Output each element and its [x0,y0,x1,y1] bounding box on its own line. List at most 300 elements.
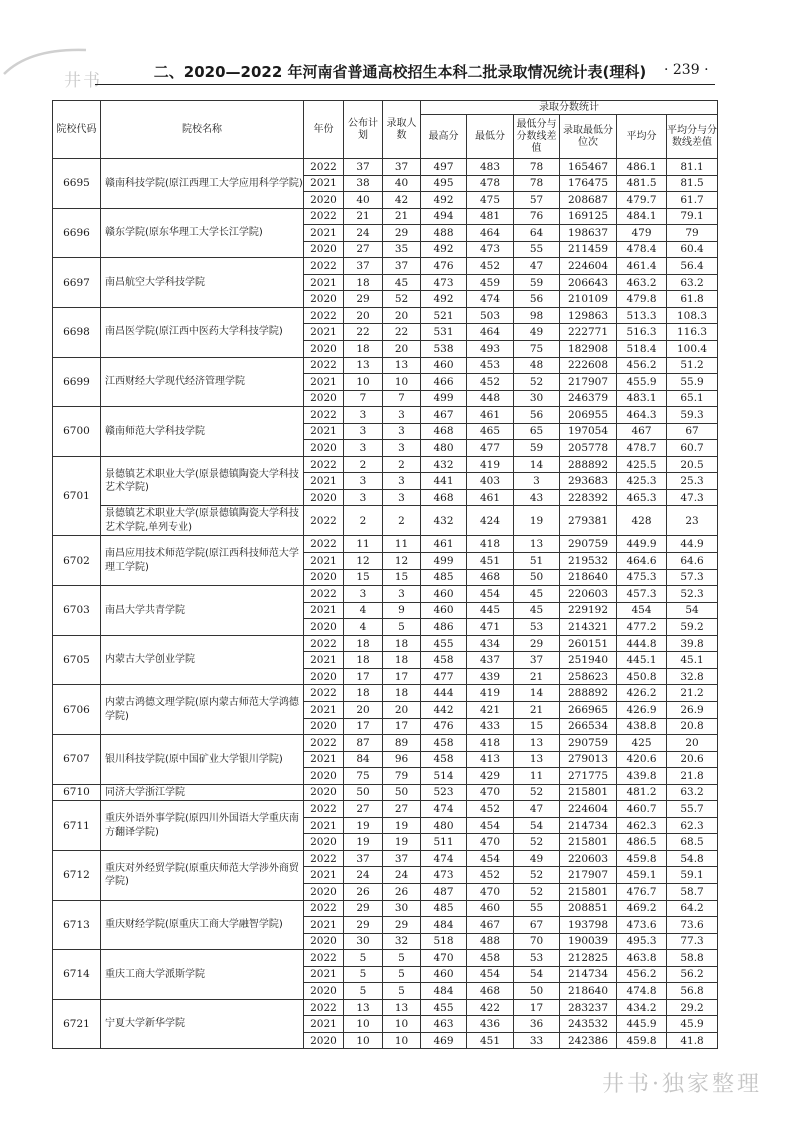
cell-plan: 11 [344,536,383,553]
cell-max: 432 [421,456,467,473]
cell-min-diff: 56 [514,291,560,308]
cell-min-rank: 242386 [560,1032,617,1049]
cell-min-rank: 211459 [560,241,617,258]
table-row [53,536,718,553]
cell-max: 455 [421,635,467,652]
cell-plan: 20 [344,307,383,324]
cell-min-rank: 222771 [560,324,617,341]
cell-min-rank: 217907 [560,867,617,884]
cell-avg-diff: 29.2 [667,999,718,1016]
cell-avg: 450.8 [617,668,667,685]
cell-admitted: 89 [383,735,421,752]
cell-admitted: 79 [383,768,421,785]
cell-min-rank: 228392 [560,489,617,506]
cell-avg: 444.8 [617,635,667,652]
cell-max: 468 [421,423,467,440]
cell-min-diff: 53 [514,950,560,967]
cell-max: 432 [421,506,467,536]
page-title: 二、2020—2022 年河南省普通高校招生本科二批录取情况统计表(理科) [153,63,647,81]
school-name: 重庆对外经贸学院(原重庆师范大学涉外商贸学院) [101,850,304,900]
cell-max: 460 [421,357,467,374]
cell-min-rank: 197054 [560,423,617,440]
cell-year: 2022 [304,735,344,752]
cell-min-rank: 176475 [560,175,617,192]
cell-admitted: 40 [383,175,421,192]
cell-year: 2021 [304,966,344,983]
header-code: 院校代码 [53,101,101,159]
cell-max: 492 [421,241,467,258]
cell-max: 458 [421,735,467,752]
cell-min-diff: 13 [514,735,560,752]
cell-min-diff: 45 [514,586,560,603]
school-code: 6702 [53,536,101,586]
cell-year: 2020 [304,668,344,685]
cell-admitted: 29 [383,225,421,242]
cell-avg-diff: 62.3 [667,817,718,834]
cell-min-rank: 258623 [560,668,617,685]
cell-min: 461 [467,489,514,506]
cell-admitted: 18 [383,652,421,669]
cell-avg: 434.2 [617,999,667,1016]
cell-year: 2020 [304,341,344,358]
cell-min: 470 [467,834,514,851]
cell-min: 452 [467,258,514,275]
cell-min: 474 [467,291,514,308]
cell-min-diff: 52 [514,784,560,801]
cell-admitted: 32 [383,933,421,950]
cell-min-rank: 193798 [560,917,617,934]
cell-min-rank: 215801 [560,784,617,801]
cell-min: 421 [467,701,514,718]
cell-admitted: 21 [383,208,421,225]
cell-year: 2021 [304,867,344,884]
cell-min-diff: 45 [514,602,560,619]
cell-avg-diff: 58.7 [667,883,718,900]
cell-min-diff: 52 [514,867,560,884]
cell-min: 470 [467,883,514,900]
cell-avg-diff: 81.5 [667,175,718,192]
cell-admitted: 29 [383,917,421,934]
cell-min-rank: 266965 [560,701,617,718]
cell-min-diff: 76 [514,208,560,225]
cell-max: 484 [421,983,467,1000]
cell-avg: 438.8 [617,718,667,735]
header-name: 院校名称 [101,101,304,159]
cell-max: 458 [421,652,467,669]
cell-admitted: 3 [383,489,421,506]
cell-avg-diff: 20 [667,735,718,752]
cell-avg: 445.1 [617,652,667,669]
cell-plan: 13 [344,357,383,374]
cell-year: 2021 [304,473,344,490]
cell-plan: 17 [344,668,383,685]
cell-year: 2020 [304,883,344,900]
cell-max: 477 [421,668,467,685]
header-min: 最低分 [467,115,514,159]
school-code: 6711 [53,801,101,851]
cell-max: 518 [421,933,467,950]
cell-max: 458 [421,751,467,768]
cell-plan: 3 [344,586,383,603]
school-name: 赣南师范大学科技学院 [101,407,304,457]
cell-max: 455 [421,999,467,1016]
school-code: 6714 [53,950,101,1000]
cell-year: 2022 [304,850,344,867]
cell-avg-diff: 20.5 [667,456,718,473]
cell-avg: 463.2 [617,274,667,291]
cell-min-rank: 212825 [560,950,617,967]
cell-year: 2020 [304,440,344,457]
cell-max: 488 [421,225,467,242]
cell-min-rank: 214734 [560,817,617,834]
table-row [53,208,718,225]
cell-year: 2021 [304,917,344,934]
cell-avg: 483.1 [617,390,667,407]
cell-plan: 18 [344,274,383,291]
cell-year: 2020 [304,784,344,801]
cell-avg-diff: 41.8 [667,1032,718,1049]
cell-min-diff: 52 [514,883,560,900]
cell-min: 451 [467,1032,514,1049]
cell-plan: 84 [344,751,383,768]
cell-min-diff: 50 [514,983,560,1000]
cell-avg-diff: 39.8 [667,635,718,652]
cell-avg: 477.2 [617,619,667,636]
cell-min-diff: 59 [514,274,560,291]
school-name: 赣东学院(原东华理工大学长江学院) [101,208,304,258]
header-plan: 公布计划 [344,101,383,159]
cell-year: 2020 [304,718,344,735]
school-code: 6700 [53,407,101,457]
cell-avg: 425.3 [617,473,667,490]
cell-min-diff: 52 [514,834,560,851]
cell-avg: 478.4 [617,241,667,258]
cell-admitted: 17 [383,718,421,735]
cell-plan: 27 [344,801,383,818]
cell-admitted: 3 [383,423,421,440]
header-admitted: 录取人数 [383,101,421,159]
footer-watermark: 井书·独家整理 [602,1072,762,1097]
cell-min-rank: 208687 [560,192,617,209]
school-name: 内蒙古大学创业学院 [101,635,304,685]
cell-avg-diff: 65.1 [667,390,718,407]
cell-min: 470 [467,784,514,801]
cell-plan: 3 [344,407,383,424]
cell-avg-diff: 56.4 [667,258,718,275]
cell-avg: 474.8 [617,983,667,1000]
school-code: 6703 [53,586,101,636]
cell-plan: 75 [344,768,383,785]
cell-min-rank: 290759 [560,735,617,752]
table-row [53,635,718,652]
cell-avg: 484.1 [617,208,667,225]
cell-plan: 2 [344,456,383,473]
cell-min-rank: 206643 [560,274,617,291]
cell-avg-diff: 20.6 [667,751,718,768]
cell-min-diff: 53 [514,619,560,636]
cell-admitted: 18 [383,635,421,652]
cell-avg-diff: 59.3 [667,407,718,424]
cell-min-diff: 52 [514,374,560,391]
cell-max: 538 [421,341,467,358]
cell-avg: 439.8 [617,768,667,785]
cell-avg-diff: 26.9 [667,701,718,718]
cell-max: 476 [421,718,467,735]
school-name: 重庆外语外事学院(原四川外国语大学重庆南方翻译学院) [101,801,304,851]
cell-year: 2020 [304,933,344,950]
cell-plan: 5 [344,950,383,967]
cell-max: 531 [421,324,467,341]
cell-min: 454 [467,966,514,983]
cell-avg-diff: 67 [667,423,718,440]
cell-min-diff: 33 [514,1032,560,1049]
cell-admitted: 10 [383,1016,421,1033]
cell-max: 476 [421,258,467,275]
cell-min: 464 [467,225,514,242]
cell-min: 413 [467,751,514,768]
cell-min-rank: 182908 [560,341,617,358]
cell-admitted: 3 [383,440,421,457]
cell-min-diff: 67 [514,917,560,934]
cell-max: 468 [421,489,467,506]
cell-admitted: 20 [383,307,421,324]
cell-avg: 481.2 [617,784,667,801]
cell-min-rank: 217907 [560,374,617,391]
cell-year: 2022 [304,999,344,1016]
school-code: 6710 [53,784,101,801]
cell-min: 448 [467,390,514,407]
table-row [53,900,718,917]
cell-avg-diff: 77.3 [667,933,718,950]
school-name: 景德镇艺术职业大学(原景德镇陶瓷大学科技艺术学院) [101,456,304,506]
cell-avg-diff: 81.1 [667,159,718,176]
cell-avg-diff: 61.8 [667,291,718,308]
cell-year: 2022 [304,900,344,917]
cell-max: 480 [421,440,467,457]
header-year: 年份 [304,101,344,159]
school-name: 景德镇艺术职业大学(原景德镇陶瓷大学科技艺术学院,单列专业) [101,506,304,536]
cell-plan: 18 [344,685,383,702]
cell-avg-diff: 59.2 [667,619,718,636]
cell-avg: 513.3 [617,307,667,324]
cell-admitted: 52 [383,291,421,308]
cell-year: 2022 [304,258,344,275]
cell-min: 493 [467,341,514,358]
cell-min-diff: 17 [514,999,560,1016]
cell-avg: 486.5 [617,834,667,851]
cell-min-diff: 43 [514,489,560,506]
cell-year: 2022 [304,407,344,424]
cell-admitted: 3 [383,473,421,490]
cell-min-diff: 65 [514,423,560,440]
cell-plan: 7 [344,390,383,407]
admission-table [52,100,718,1049]
cell-year: 2021 [304,274,344,291]
cell-admitted: 20 [383,341,421,358]
cell-avg: 495.3 [617,933,667,950]
cell-min: 433 [467,718,514,735]
cell-avg-diff: 55.9 [667,374,718,391]
cell-admitted: 37 [383,258,421,275]
cell-min-diff: 49 [514,850,560,867]
cell-plan: 5 [344,983,383,1000]
school-name: 宁夏大学新华学院 [101,999,304,1049]
cell-min-diff: 98 [514,307,560,324]
cell-min: 454 [467,817,514,834]
cell-avg-diff: 45.9 [667,1016,718,1033]
cell-min-diff: 47 [514,258,560,275]
cell-plan: 4 [344,602,383,619]
cell-avg-diff: 59.1 [667,867,718,884]
page-number: · 239 · [664,62,709,78]
cell-max: 511 [421,834,467,851]
cell-min: 445 [467,602,514,619]
cell-min-rank: 220603 [560,586,617,603]
cell-avg-diff: 63.2 [667,784,718,801]
cell-year: 2020 [304,1032,344,1049]
school-name: 南昌应用技术师范学院(原江西科技师范大学理工学院) [101,536,304,586]
cell-min: 418 [467,536,514,553]
cell-plan: 4 [344,619,383,636]
cell-avg: 459.1 [617,867,667,884]
cell-avg-diff: 52.3 [667,586,718,603]
cell-min-diff: 50 [514,569,560,586]
cell-year: 2020 [304,983,344,1000]
cell-avg: 428 [617,506,667,536]
cell-min-diff: 75 [514,341,560,358]
cell-admitted: 22 [383,324,421,341]
cell-max: 444 [421,685,467,702]
table-body [53,159,718,1049]
table-row [53,357,718,374]
cell-admitted: 10 [383,374,421,391]
cell-max: 499 [421,553,467,570]
cell-admitted: 12 [383,553,421,570]
cell-avg: 459.8 [617,850,667,867]
cell-min-rank: 260151 [560,635,617,652]
header-score-group: 录取分数统计 [421,101,718,115]
cell-avg: 467 [617,423,667,440]
cell-year: 2021 [304,602,344,619]
cell-min: 418 [467,735,514,752]
cell-admitted: 13 [383,357,421,374]
cell-admitted: 26 [383,883,421,900]
school-name: 南昌航空大学科技学院 [101,258,304,308]
table-row [53,999,718,1016]
cell-admitted: 5 [383,966,421,983]
cell-min: 465 [467,423,514,440]
cell-avg-diff: 56.2 [667,966,718,983]
cell-min-rank: 214321 [560,619,617,636]
cell-plan: 37 [344,159,383,176]
cell-avg: 457.3 [617,586,667,603]
cell-avg-diff: 60.7 [667,440,718,457]
cell-year: 2022 [304,307,344,324]
cell-plan: 3 [344,440,383,457]
table-row [53,307,718,324]
cell-avg-diff: 44.9 [667,536,718,553]
cell-avg-diff: 68.5 [667,834,718,851]
cell-plan: 18 [344,341,383,358]
cell-min-diff: 49 [514,324,560,341]
school-name: 重庆工商大学派斯学院 [101,950,304,1000]
cell-plan: 18 [344,635,383,652]
cell-min-diff: 13 [514,751,560,768]
cell-plan: 19 [344,817,383,834]
cell-min-diff: 11 [514,768,560,785]
cell-plan: 12 [344,553,383,570]
cell-avg: 426.2 [617,685,667,702]
cell-min: 475 [467,192,514,209]
cell-max: 492 [421,291,467,308]
cell-max: 442 [421,701,467,718]
cell-min: 419 [467,456,514,473]
cell-year: 2020 [304,241,344,258]
cell-max: 470 [421,950,467,967]
cell-max: 460 [421,966,467,983]
cell-admitted: 9 [383,602,421,619]
cell-min-diff: 55 [514,241,560,258]
table-row [53,735,718,752]
cell-plan: 50 [344,784,383,801]
cell-avg: 481.5 [617,175,667,192]
cell-min-rank: 206955 [560,407,617,424]
cell-min-rank: 210109 [560,291,617,308]
cell-min-diff: 21 [514,668,560,685]
cell-admitted: 5 [383,983,421,1000]
cell-year: 2020 [304,619,344,636]
cell-max: 497 [421,159,467,176]
cell-min-diff: 14 [514,685,560,702]
cell-year: 2021 [304,423,344,440]
cell-min-diff: 57 [514,192,560,209]
school-name: 南昌大学共青学院 [101,586,304,636]
cell-admitted: 13 [383,999,421,1016]
cell-min-diff: 14 [514,456,560,473]
cell-admitted: 50 [383,784,421,801]
school-code: 6697 [53,258,101,308]
cell-avg: 461.4 [617,258,667,275]
cell-admitted: 19 [383,817,421,834]
cell-avg: 425.5 [617,456,667,473]
cell-plan: 19 [344,834,383,851]
school-code: 6698 [53,307,101,357]
cell-year: 2021 [304,374,344,391]
cell-min-diff: 51 [514,553,560,570]
cell-avg: 449.9 [617,536,667,553]
cell-min-rank: 251940 [560,652,617,669]
cell-min-diff: 54 [514,966,560,983]
cell-plan: 22 [344,324,383,341]
cell-avg: 518.4 [617,341,667,358]
cell-plan: 17 [344,718,383,735]
cell-avg-diff: 79.1 [667,208,718,225]
cell-admitted: 24 [383,867,421,884]
table-row [53,506,718,536]
cell-min-diff: 64 [514,225,560,242]
table-row [53,784,718,801]
cell-avg: 465.3 [617,489,667,506]
cell-avg-diff: 54 [667,602,718,619]
cell-min: 424 [467,506,514,536]
cell-year: 2022 [304,586,344,603]
table-row [53,456,718,473]
cell-avg-diff: 116.3 [667,324,718,341]
cell-min: 478 [467,175,514,192]
cell-max: 466 [421,374,467,391]
cell-year: 2020 [304,834,344,851]
table-row [53,801,718,818]
